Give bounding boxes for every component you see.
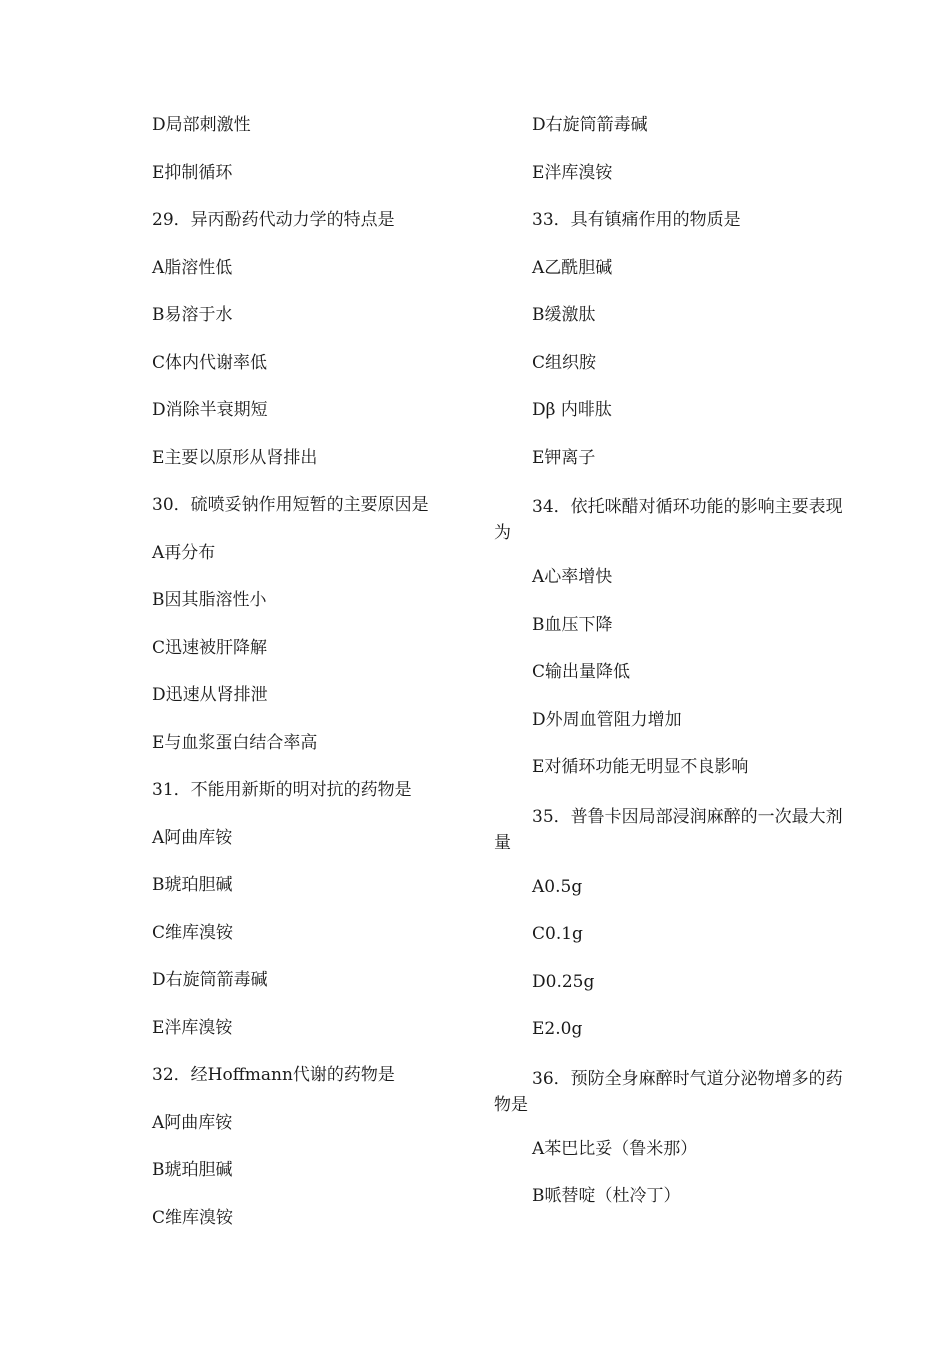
option-a: A苯巴比妥（鲁米那）: [532, 1138, 698, 1159]
question-33: 33．具有镇痛作用的物质是: [532, 210, 741, 230]
question-35: 35．普鲁卡因局部浸润麻醉的一次最大剂量: [494, 806, 843, 853]
option-d: Dβ 内啡肽: [532, 400, 612, 420]
option-a: A阿曲库铵: [152, 1112, 233, 1133]
option-b: B琥珀胆碱: [152, 875, 233, 895]
question-30: 30．硫喷妥钠作用短暂的主要原因是: [152, 495, 429, 515]
option-e: E与血浆蛋白结合率高: [152, 732, 318, 753]
option-a: A再分布: [152, 542, 216, 563]
option-b: B哌替啶（杜冷丁）: [532, 1186, 681, 1206]
question-34: 34．依托咪醋对循环功能的影响主要表现为: [494, 497, 843, 543]
option-d: D局部刺激性: [152, 115, 251, 135]
option-c: C0.1g: [532, 924, 583, 944]
option-b: B易溶于水: [152, 305, 233, 325]
left-column: [152, 114, 477, 1254]
option-a: A脂溶性低: [152, 257, 233, 278]
option-e: E抑制循环: [152, 162, 233, 183]
option-e: E对循环功能无明显不良影响: [532, 757, 749, 777]
option-e: E钾离子: [532, 447, 596, 468]
option-c: C维库溴铵: [152, 1207, 234, 1228]
question-32: 32．经Hoffmann代谢的药物是: [152, 1065, 395, 1085]
option-d: D迅速从肾排泄: [152, 685, 268, 705]
option-b: B琥珀胆碱: [152, 1160, 233, 1180]
option-c: C输出量降低: [532, 662, 631, 682]
option-d: D消除半衰期短: [152, 400, 268, 420]
option-b: B血压下降: [532, 614, 613, 635]
option-e: E泮库溴铵: [532, 162, 613, 183]
option-c: C维库溴铵: [152, 922, 234, 943]
option-c: C体内代谢率低: [152, 352, 268, 373]
question-31: 31．不能用新斯的明对抗的药物是: [152, 780, 412, 800]
option-a: A乙酰胆碱: [532, 257, 613, 278]
option-e: E主要以原形从肾排出: [152, 447, 318, 468]
option-a: A阿曲库铵: [152, 827, 233, 848]
option-d: D外周血管阻力增加: [532, 709, 682, 730]
option-b: B因其脂溶性小: [152, 590, 267, 610]
option-c: C迅速被肝降解: [152, 637, 268, 658]
option-d: D右旋筒箭毒碱: [152, 970, 268, 990]
option-e: E2.0g: [532, 1019, 583, 1039]
option-b: B缓激肽: [532, 305, 596, 325]
question-36: 36．预防全身麻醉时气道分泌物增多的药物是: [494, 1068, 843, 1115]
option-a: A心率增快: [532, 567, 613, 587]
option-d: D右旋筒箭毒碱: [532, 115, 648, 135]
option-e: E泮库溴铵: [152, 1017, 233, 1038]
option-a: A0.5g: [532, 876, 583, 897]
option-c: C组织胺: [532, 352, 597, 373]
right-column: [494, 114, 844, 1233]
option-d: D0.25g: [532, 971, 595, 992]
question-29: 29．异丙酚药代动力学的特点是: [152, 210, 395, 230]
